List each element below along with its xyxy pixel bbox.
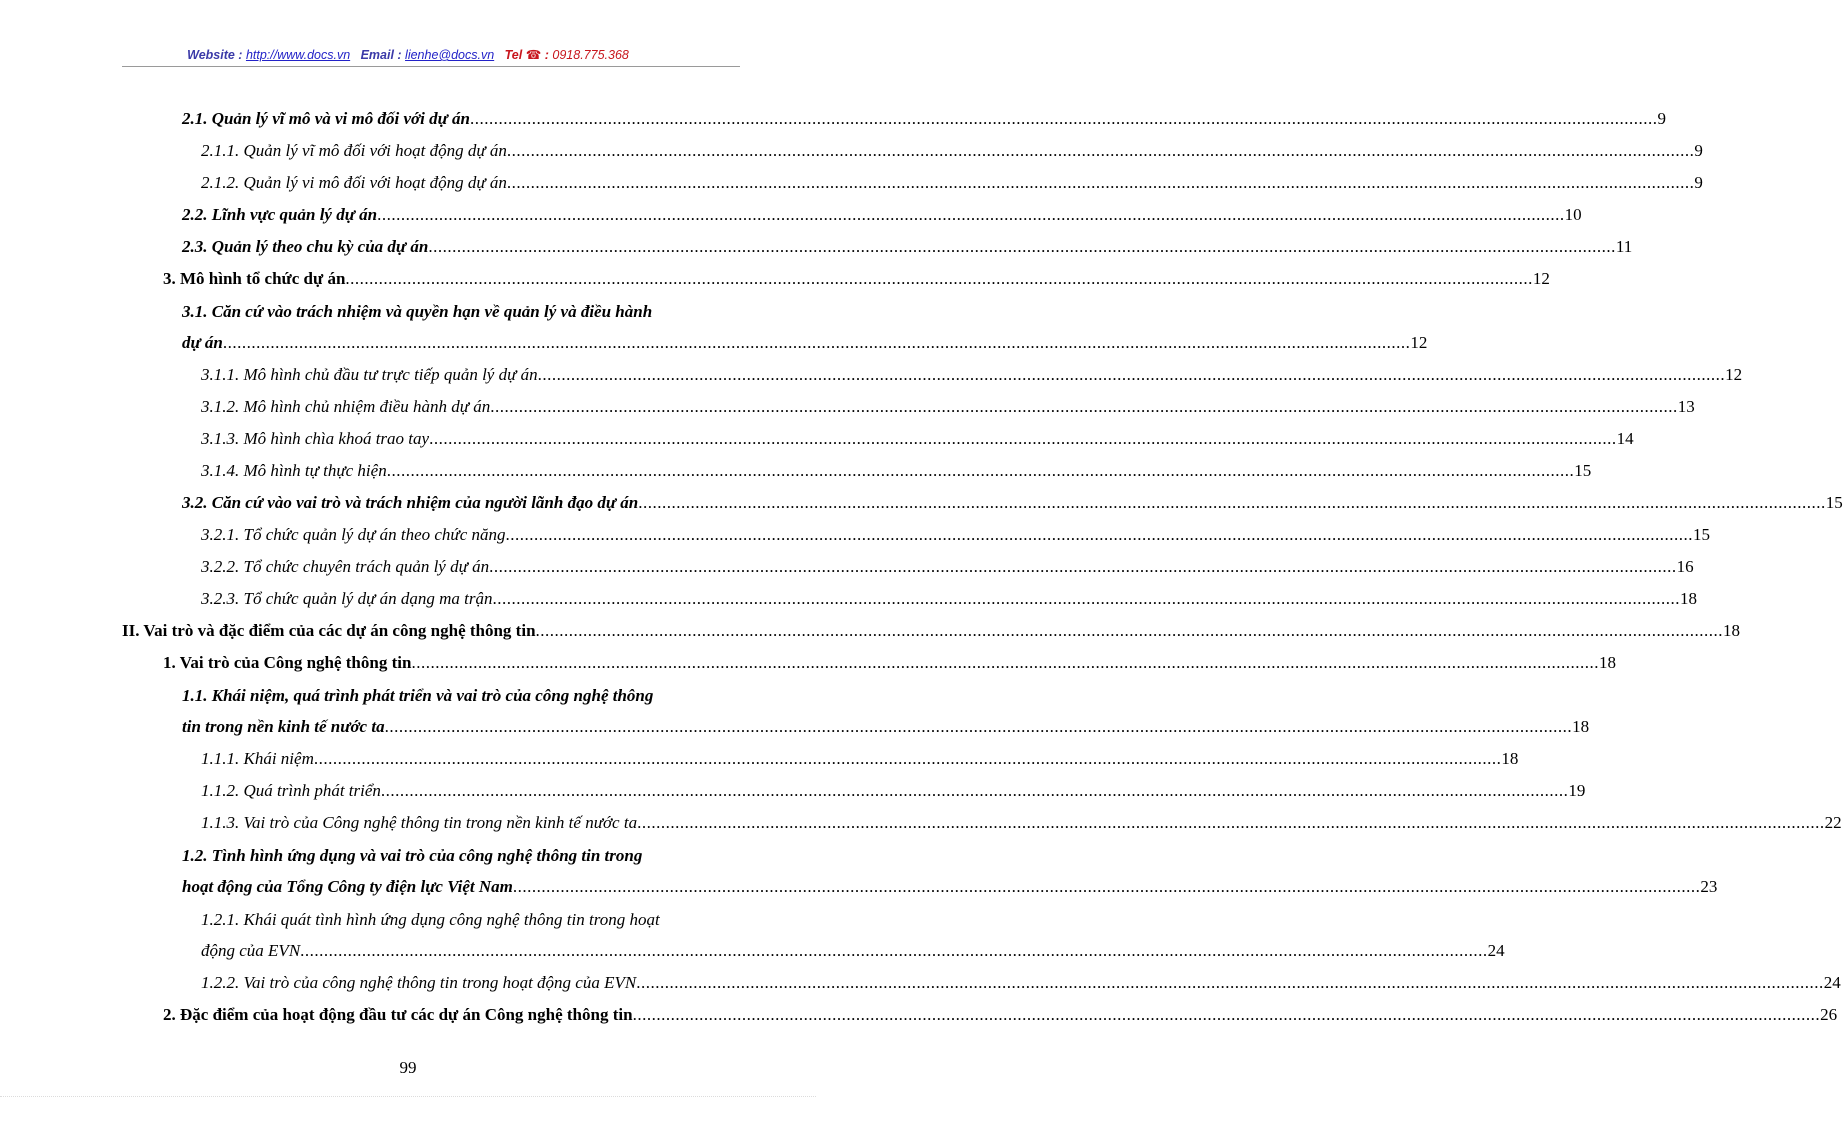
- toc-entry: 1. Vai trò của Công nghệ thông tin .......................................................................................................................................................................................................................................................... 18: [163, 653, 1616, 672]
- toc-entry: 1.1.1. Khái niệm .......................................................................................................................................................................................................................................................... 18: [201, 749, 1519, 768]
- toc-entry: 3. Mô hình tổ chức dự án .......................................................................................................................................................................................................................................................... 12: [163, 269, 1550, 288]
- toc-entry: 2.1.1. Quản lý vĩ mô đối với hoạt động dự án .......................................................................................................................................................................................................................................................... 9: [201, 141, 1703, 160]
- website-link[interactable]: http://www.docs.vn: [245, 48, 351, 62]
- email-label: Email: [360, 48, 394, 62]
- toc-entry: 1.1.2. Quá trình phát triển .......................................................................................................................................................................................................................................................... 19: [201, 781, 1586, 800]
- toc-entry: 3.1.2. Mô hình chủ nhiệm điều hành dự án .......................................................................................................................................................................................................................................................... 13: [201, 397, 1695, 416]
- toc-entry-line1: 1.2.1. Khái quát tình hình ứng dụng công nghệ thông tin trong hoạt: [201, 910, 660, 929]
- toc-entry: 2.1. Quản lý vĩ mô và vi mô đối với dự án .......................................................................................................................................................................................................................................................... 9: [182, 109, 1666, 128]
- toc-entry: 3.1.4. Mô hình tự thực hiện .......................................................................................................................................................................................................................................................... 15: [201, 461, 1592, 480]
- toc-entry-line1: 1.1. Khái niệm, quá trình phát triển và vai trò của công nghệ thông: [182, 686, 654, 705]
- email-link[interactable]: lienhe@docs.vn: [405, 48, 495, 62]
- toc-entry: 2.2. Lĩnh vực quản lý dự án .......................................................................................................................................................................................................................................................... 10: [182, 205, 1582, 224]
- toc-entry-line1: 1.2. Tình hình ứng dụng và vai trò của công nghệ thông tin trong: [182, 846, 643, 865]
- site-header: Website : http://www.docs.vn Email : lienhe@docs.vn Tel ☎ : 0918.775.368: [187, 48, 629, 62]
- toc-entry: 3.2.1. Tổ chức quản lý dự án theo chức năng .......................................................................................................................................................................................................................................................... 15: [201, 525, 1710, 544]
- toc-entry: hoạt động của Tổng Công ty điện lực Việt Nam .......................................................................................................................................................................................................................................................... 23: [182, 877, 1718, 896]
- toc-entry: 2. Đặc điểm của hoạt động đầu tư các dự án Công nghệ thông tin .......................................................................................................................................................................................................................................................... 26: [163, 1005, 1838, 1024]
- toc-entry: động của EVN .......................................................................................................................................................................................................................................................... 24: [201, 941, 1505, 960]
- toc-entry: tin trong nền kinh tế nước ta .......................................................................................................................................................................................................................................................... 18: [182, 717, 1590, 736]
- toc-entry-line1: 3.1. Căn cứ vào trách nhiệm và quyền hạn về quản lý và điều hành: [182, 302, 653, 321]
- toc-entry: 3.2.2. Tổ chức chuyên trách quản lý dự án .......................................................................................................................................................................................................................................................... 16: [201, 557, 1694, 576]
- toc-entry: 2.1.2. Quản lý vi mô đối với hoạt động dự án .......................................................................................................................................................................................................................................................... 9: [201, 173, 1703, 192]
- tel-number: 0918.775.368: [552, 48, 629, 62]
- toc-entry: II. Vai trò và đặc điểm của các dự án công nghệ thông tin .......................................................................................................................................................................................................................................................... 18: [122, 621, 1741, 640]
- toc-entry: 3.2. Căn cứ vào vai trò và trách nhiệm của người lãnh đạo dự án .......................................................................................................................................................................................................................................................... 15: [182, 493, 1843, 512]
- website-label: Website: [187, 48, 235, 62]
- toc-entry: 3.2.3. Tổ chức quản lý dự án dạng ma trận .......................................................................................................................................................................................................................................................... 18: [201, 589, 1697, 608]
- toc-entry: 2.3. Quản lý theo chu kỳ của dự án .......................................................................................................................................................................................................................................................... 11: [182, 237, 1633, 256]
- toc-entry: 1.1.3. Vai trò của Công nghệ thông tin trong nền kinh tế nước ta .......................................................................................................................................................................................................................................................... 22: [201, 813, 1842, 832]
- footer-divider: [0, 1096, 816, 1097]
- page-number: 99: [399, 1058, 417, 1077]
- toc-entry: dự án .......................................................................................................................................................................................................................................................... 12: [182, 333, 1428, 352]
- phone-icon: ☎: [525, 48, 542, 62]
- toc-entry: 3.1.1. Mô hình chủ đầu tư trực tiếp quản lý dự án .......................................................................................................................................................................................................................................................... 12: [201, 365, 1743, 384]
- tel-label: Tel: [504, 48, 523, 62]
- header-divider: [122, 66, 740, 67]
- toc-entry: 1.2.2. Vai trò của công nghệ thông tin trong hoạt động của EVN .......................................................................................................................................................................................................................................................... 24: [201, 973, 1841, 992]
- toc-entry: 3.1.3. Mô hình chìa khoá trao tay .......................................................................................................................................................................................................................................................... 14: [201, 429, 1634, 448]
